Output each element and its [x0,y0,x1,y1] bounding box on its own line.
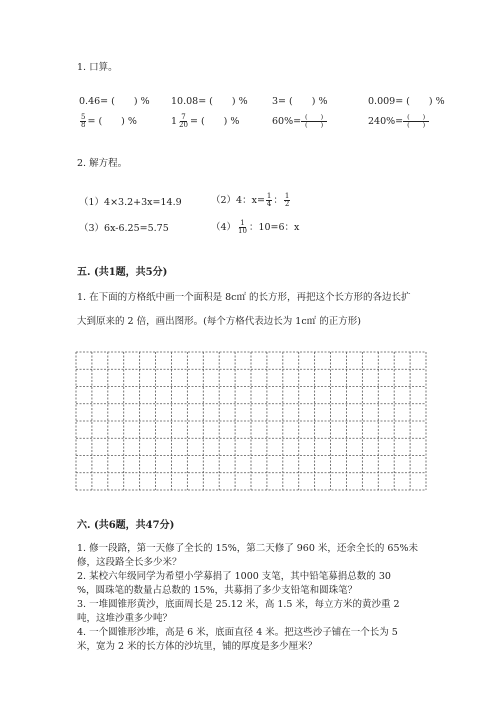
fraction [237,220,248,235]
equation-4 [211,220,299,235]
s6-line: 吨，这堆沙重多少吨？ [77,613,173,624]
denominator: 8 [81,121,86,129]
s6-line: 米，宽为 2 米的长方体的沙坑里，铺的厚度是多少厘米？ [77,641,318,652]
q1-item-6 [171,114,239,129]
s6-line: 2. 某校六年级同学为希望小学募捐了 1000 支笔，其中铅笔募捐总数的 30 [77,571,391,582]
section-5-line-1: 1. 在下面的方格纸中画一个面积是 8c㎡ 的长方形，再把这个长方形的各边长扩 [77,292,411,303]
s6-line: 4. 一个圆锥形沙堆，高是 6 米，底面直径 4 米。把这些沙子铺在一个长为 5 [77,627,398,638]
blank-denominator: ( ) [305,121,324,129]
section-5-heading: 五. (共1题，共5分) [77,267,168,278]
q1-item-3: 3= ( ) % [272,96,328,107]
equation-3: （3）6x-6.25=5.75 [79,223,169,234]
blank-numerator: ( ) [301,114,327,122]
q1-item-7 [272,114,327,129]
numerator: 1 [284,192,290,200]
blank-fraction [301,114,327,129]
fraction [266,193,272,208]
equation-2-head: （2）4：x= [211,195,265,206]
blank-denominator: ( ) [407,121,426,129]
denominator: 4 [266,200,272,208]
fraction [80,114,86,129]
q1-title: 1. 口算。 [77,62,118,73]
q2-title: 2. 解方程。 [77,158,128,169]
q1-item-1: 0.46= ( ) % [79,96,150,107]
fraction [284,193,290,208]
section-5-line-2: 大到原来的 2 倍，画出图形。(每个方格代表边长为 1c㎡ 的正方形) [77,316,361,327]
ratio-colon: ： [273,195,283,206]
blank-fraction [403,114,429,129]
q1-item-8-head: 240%= [368,116,404,127]
q1-item-5-tail: = ( ) % [87,116,137,127]
numerator: 1 [266,192,272,200]
blank-numerator: ( ) [403,114,429,122]
denominator: 20 [179,121,188,129]
q1-item-5 [79,114,137,129]
s6-line: 1. 修一段路，第一天修了全长的 15%，第二天修了 960 米，还余全长的 65%未 [77,543,419,554]
fraction [178,114,189,129]
q1-item-6-tail: = ( ) % [189,116,240,127]
s6-line: 3. 一堆圆锥形黄沙，底面周长是 25.12 米，高 1.5 米，每立方米的黄沙重 2 [77,599,400,610]
s6-line: %，圆珠笔的数量占总数的 15%，共募捐了多少支铅笔和圆珠笔？ [77,585,358,596]
numerator: 7 [181,113,186,121]
grid-paper[interactable] [75,351,427,495]
equation-4-tail: ：10=6：x [248,222,300,233]
equation-1: （1）4×3.2+3x=14.9 [79,197,182,208]
grid-paper-svg [75,351,427,491]
s6-line: 修，这段路全长多少米？ [77,557,182,568]
equation-2 [211,193,291,208]
q1-item-7-head: 60%= [272,116,302,127]
q1-item-8 [368,114,429,129]
denominator: 10 [238,227,247,235]
q1-item-4: 0.009= ( ) % [368,96,445,107]
section-6-heading: 六. (共6题，共47分) [77,520,175,531]
whole-number: 1 [171,116,178,127]
equation-4-head: （4） [211,222,237,233]
denominator: 2 [284,200,290,208]
q1-item-2: 10.08= ( ) % [171,96,248,107]
numerator: 1 [240,219,245,227]
numerator: 5 [81,113,86,121]
